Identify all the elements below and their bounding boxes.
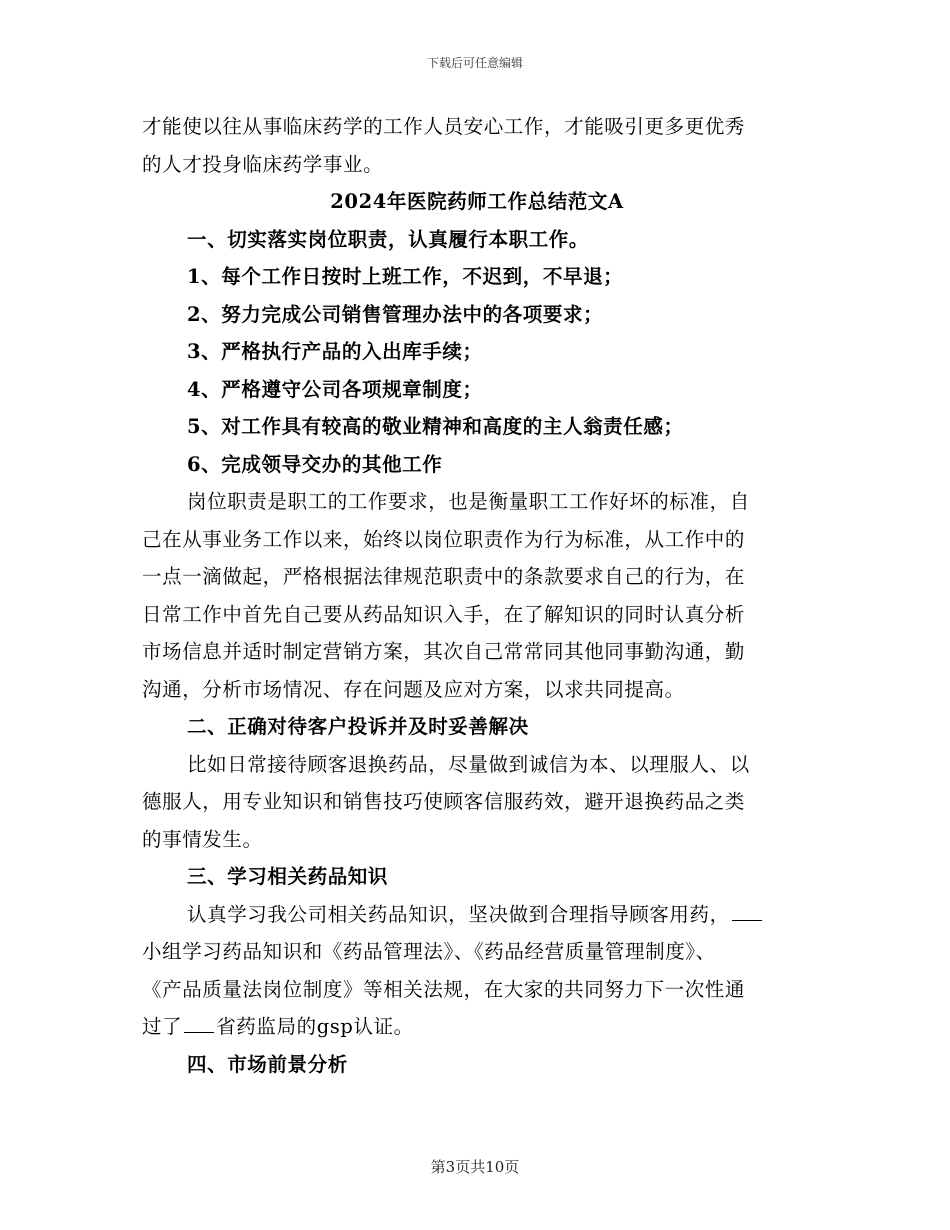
section-heading-3: 三、学习相关药品知识 bbox=[187, 865, 389, 888]
paragraph-line: 比如日常接待顾客退换药品，尽量做到诚信为本、以理服人、以 bbox=[187, 752, 750, 776]
paragraph-line bbox=[142, 896, 812, 934]
paragraph-line: 才能使以往从事临床药学的工作人员安心工作，才能吸引更多更优秀 bbox=[142, 115, 746, 138]
paragraph-line: 日常工作中首先自己要从药品知识入手，在了解知识的同时认真分析 bbox=[142, 602, 746, 626]
document-body bbox=[142, 108, 812, 1083]
paragraph-line: 德服人，用专业知识和销售技巧使顾客信服药效，避开退换药品之类 bbox=[142, 790, 746, 813]
paragraph-text: 省药监局的gsp认证。 bbox=[216, 1015, 414, 1038]
paragraph-line: 沟通，分析市场情况、存在问题及应对方案，以求共同提高。 bbox=[142, 677, 685, 701]
paragraph-line: 一点一滴做起，严格根据法律规范职责中的条款要求自己的行为，在 bbox=[142, 565, 746, 588]
paragraph-line: 的人才投身临床药学事业。 bbox=[142, 152, 384, 176]
list-item: 6、完成领导交办的其他工作 bbox=[187, 452, 443, 476]
list-item: 5、对工作具有较高的敬业精神和高度的主人翁责任感； bbox=[187, 415, 684, 438]
section-heading-2: 二、正确对待客户投诉并及时妥善解决 bbox=[187, 715, 529, 738]
paragraph-line: 岗位职责是职工的工作要求，也是衡量职工工作好坏的标准，自 bbox=[187, 490, 750, 513]
page-header: 下载后可任意编辑 bbox=[426, 56, 523, 70]
paragraph-line: 市场信息并适时制定营销方案，其次自己常常同其他同事勤沟通，勤 bbox=[142, 640, 746, 663]
paragraph-line: 己在从事业务工作以来，始终以岗位职责作为行为标准，从工作中的 bbox=[142, 527, 746, 551]
list-item: 1、每个工作日按时上班工作，不迟到，不早退； bbox=[187, 265, 624, 288]
document-title: 2024年医院药师工作总结范文A bbox=[330, 190, 624, 213]
paragraph-line bbox=[142, 1008, 812, 1046]
list-item: 3、严格执行产品的入出库手续； bbox=[187, 340, 483, 363]
page-footer: 第3页共10页 bbox=[430, 1158, 520, 1176]
paragraph-text: 过了 bbox=[142, 1015, 183, 1038]
section-heading-4: 四、市场前景分析 bbox=[187, 1052, 348, 1076]
paragraph-text: 认真学习我公司相关药品知识，坚决做到合理指导顾客用药， bbox=[187, 902, 730, 926]
list-item: 4、严格遵守公司各项规章制度； bbox=[187, 377, 483, 401]
paragraph-line: 的事情发生。 bbox=[142, 827, 263, 851]
fill-in-blank bbox=[732, 896, 762, 921]
list-item: 2、努力完成公司销售管理办法中的各项要求； bbox=[187, 302, 604, 326]
section-heading-1: 一、切实落实岗位职责，认真履行本职工作。 bbox=[187, 227, 590, 251]
fill-in-blank bbox=[184, 1008, 214, 1033]
paragraph-line: 小组学习药品知识和《药品管理法》、《药品经营质量管理制度》、 bbox=[142, 940, 716, 963]
paragraph-line: 《产品质量法岗位制度》等相关法规，在大家的共同努力下一次性通 bbox=[142, 977, 746, 1001]
